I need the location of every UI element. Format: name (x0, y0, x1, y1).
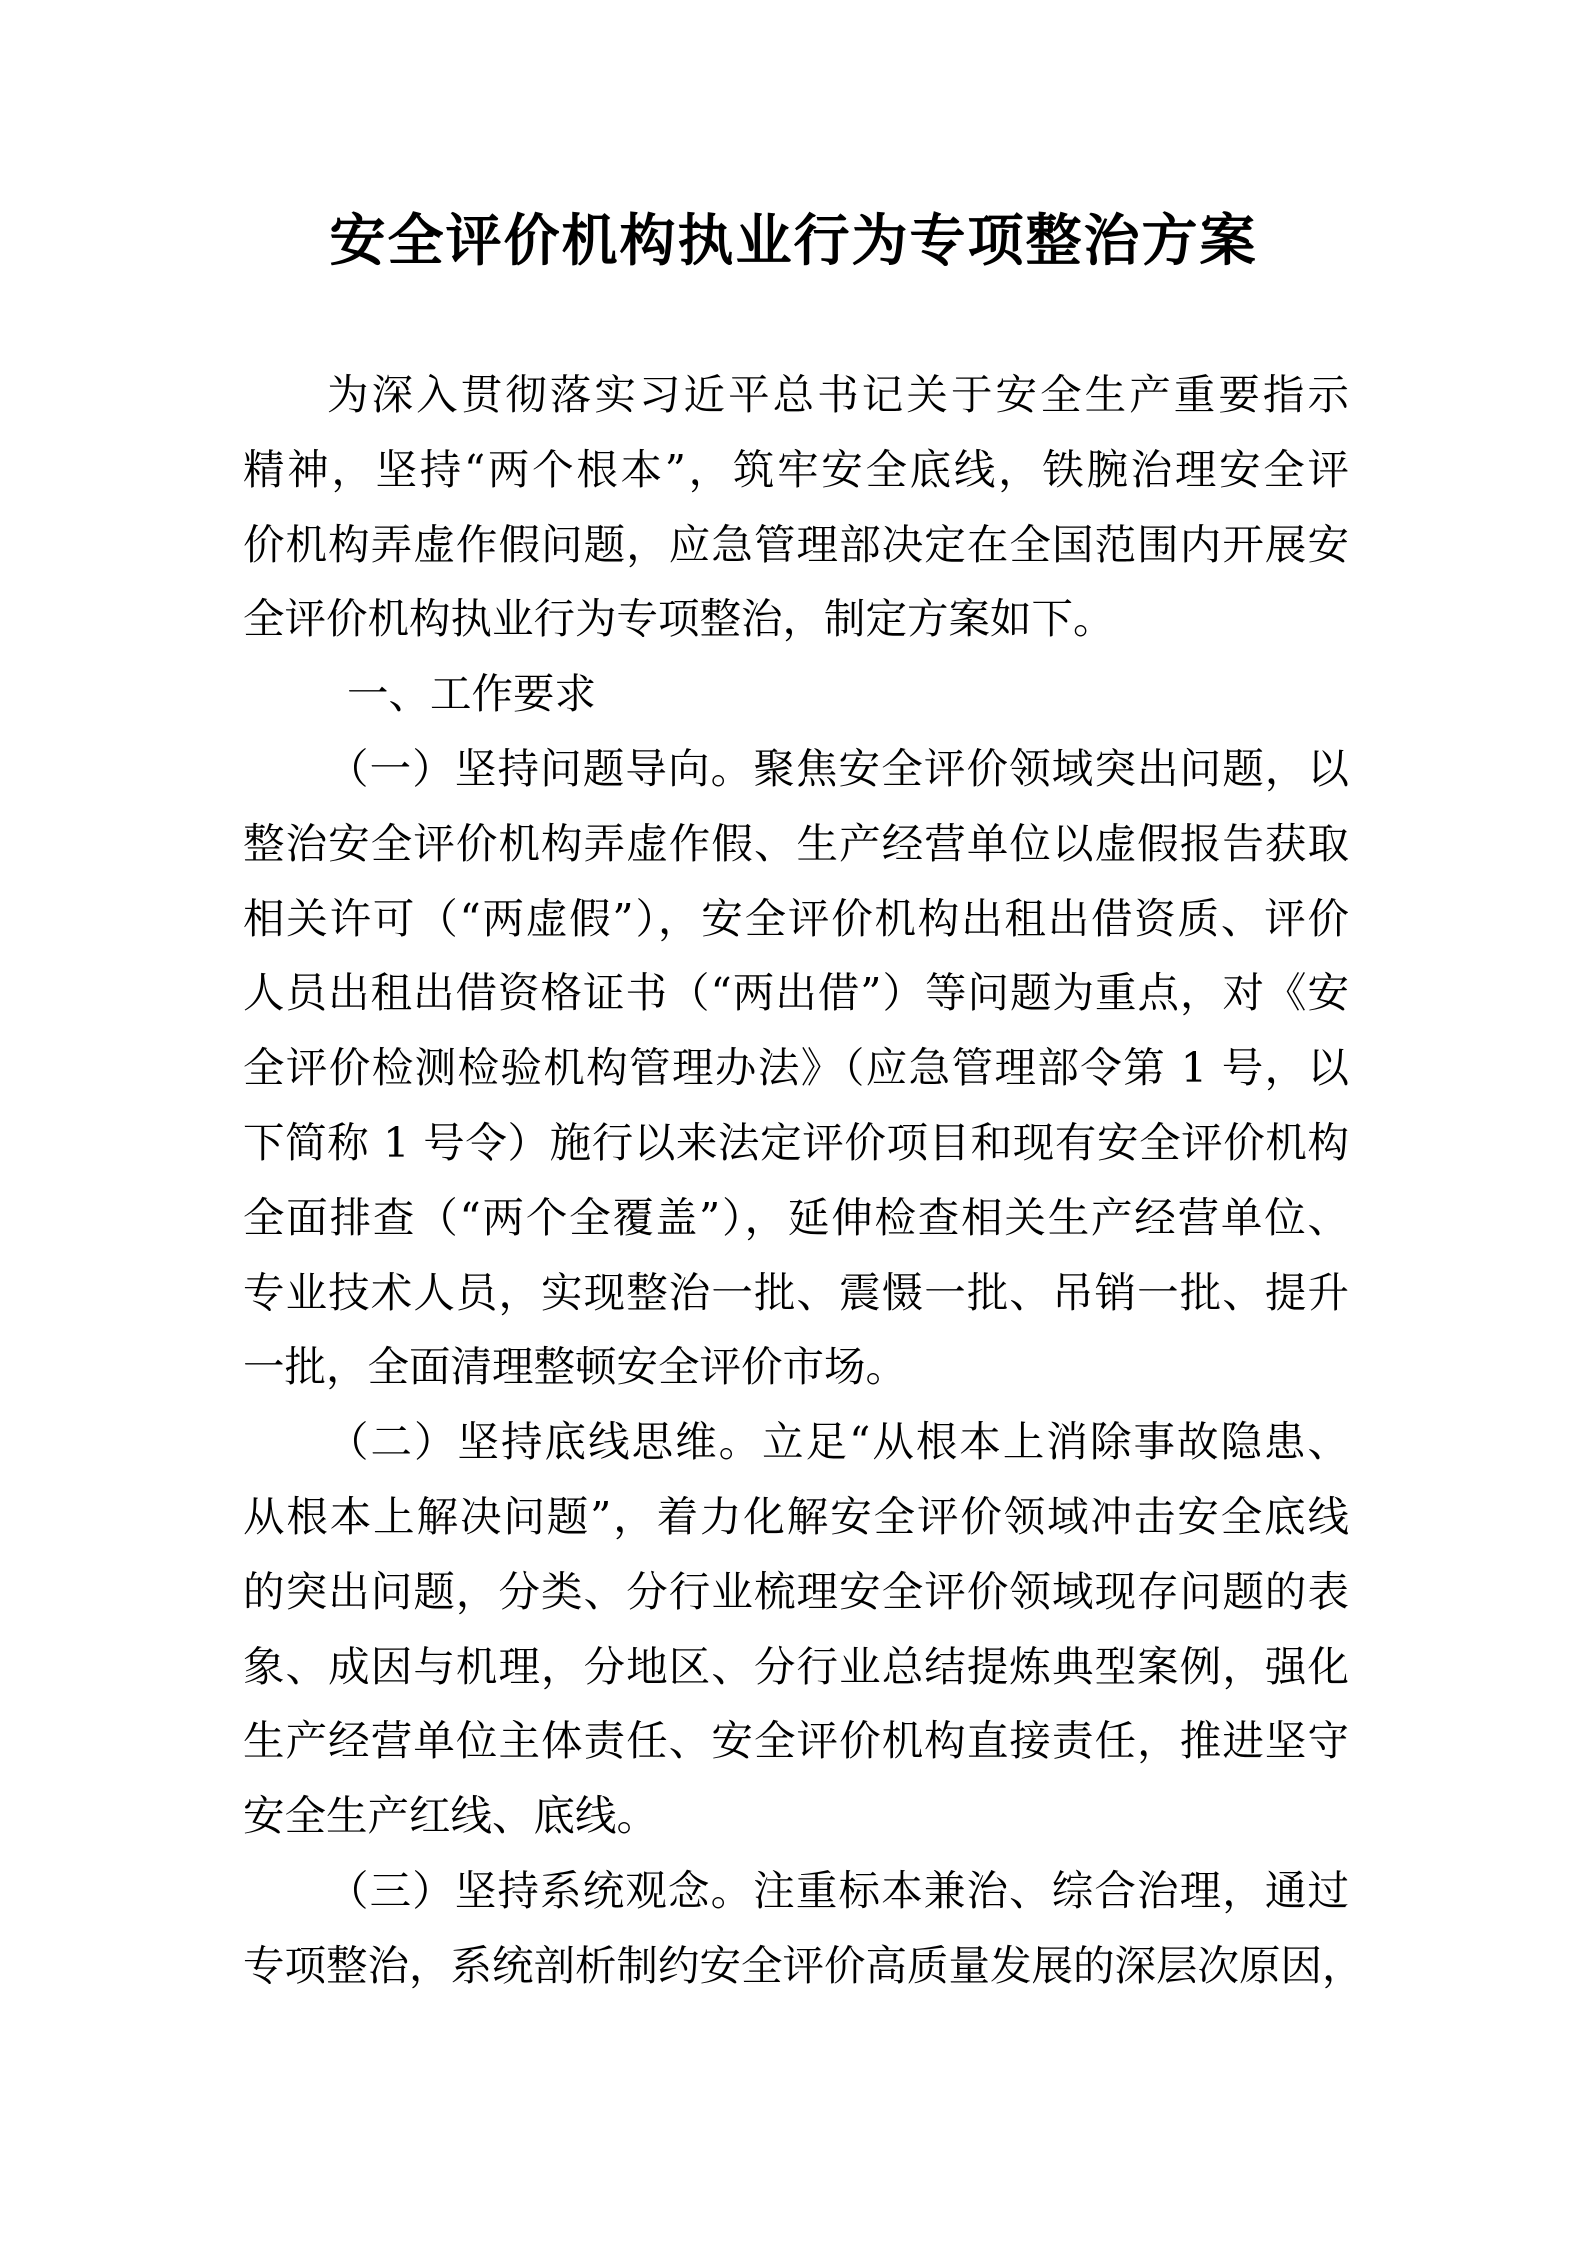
item-one-line: 下简称 1 号令）施行以来法定评价项目和现有安全评价机构 (243, 1117, 1349, 1167)
item-two-line: 的突出问题，分类、分行业梳理安全评价领域现存问题的表 (243, 1566, 1349, 1616)
item-one-line: （一）坚持问题导向。聚焦安全评价领域突出问题，以 (327, 743, 1349, 793)
item-three-line: （三）坚持系统观念。注重标本兼治、综合治理，通过 (327, 1865, 1349, 1915)
item-one-line: 整治安全评价机构弄虚作假、生产经营单位以虚假报告获取 (243, 818, 1349, 868)
item-one-line: 全面排查（“两个全覆盖”），延伸检查相关生产经营单位、 (243, 1192, 1349, 1242)
item-two-line: 安全生产红线、底线。 (243, 1791, 659, 1841)
document-body (243, 358, 1364, 2004)
item-one-line: 相关许可（“两虚假”），安全评价机构出租出借资质、评价 (243, 893, 1349, 943)
item-one-line: 全评价检测检验机构管理办法》（应急管理部令第 1 号，以 (243, 1043, 1349, 1093)
intro-line: 价机构弄虚作假问题，应急管理部决定在全国范围内开展安 (243, 519, 1349, 569)
item-two-line: （二）坚持底线思维。立足“从根本上消除事故隐患、 (327, 1417, 1349, 1467)
intro-line: 全评价机构执业行为专项整治，制定方案如下。 (243, 594, 1115, 644)
intro-line: 为深入贯彻落实习近平总书记关于安全生产重要指示 (327, 370, 1349, 419)
item-two-line: 生产经营单位主体责任、安全评价机构直接责任，推进坚守 (243, 1716, 1349, 1766)
item-one-line: 专业技术人员，实现整治一批、震慑一批、吊销一批、提升 (243, 1267, 1349, 1317)
item-one-line: 人员出租出借资格证书（“两出借”）等问题为重点，对《安 (243, 968, 1349, 1018)
item-three-line: 专项整治，系统剖析制约安全评价高质量发展的深层次原因， (243, 1940, 1364, 1990)
item-two-line: 象、成因与机理，分地区、分行业总结提炼典型案例，强化 (243, 1641, 1349, 1691)
document-title: 安全评价机构执业行为专项整治方案 (329, 208, 1258, 274)
section-heading: 一、工作要求 (347, 669, 597, 719)
item-two-line: 从根本上解决问题”，着力化解安全评价领域冲击安全底线 (243, 1491, 1349, 1541)
item-one-line: 一批，全面清理整顿安全评价市场。 (243, 1342, 908, 1392)
intro-line: 精神，坚持“两个根本”，筑牢安全底线，铁腕治理安全评 (243, 444, 1349, 494)
